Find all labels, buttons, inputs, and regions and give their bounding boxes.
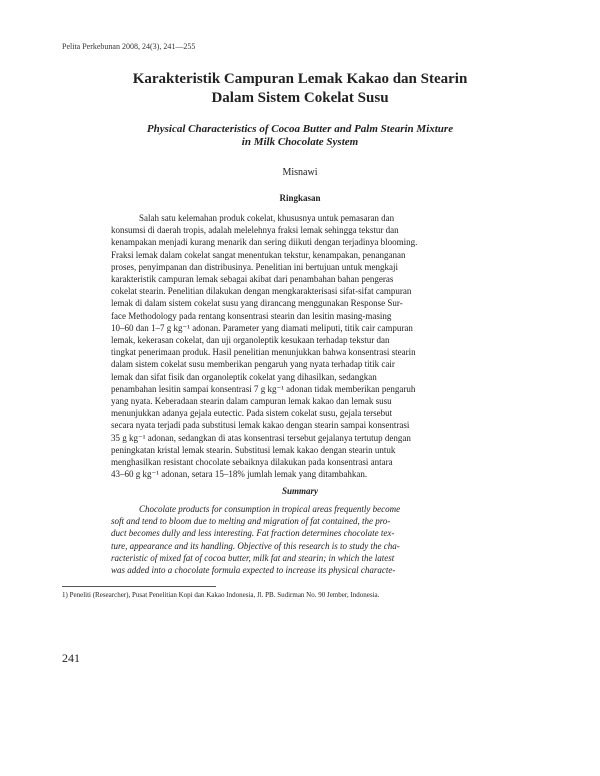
ringkasan-line: menunjukkan adanya gejala eutectic. Pada sistem cokelat susu, gejala tersebut [111, 408, 393, 419]
ringkasan-line: cokelat stearin. Penelitian dilakukan dengan mengkarakterisasi sifat-sifat campuran [111, 286, 412, 297]
summary-heading: Summary [281, 486, 318, 496]
ringkasan-line: face Methodology pada rentang konsentrasi stearin dan lesitin masing-masing [111, 310, 392, 321]
ringkasan-line: peningkatan kristal lemak stearin. Substitusi lemak kakao dengan stearin untuk [111, 444, 396, 455]
ringkasan-heading: Ringkasan [279, 193, 321, 203]
ringkasan-line: yang nyata. Keberadaan stearin dalam campuran lemak kakao dan lemak susu [111, 396, 392, 407]
ringkasan-line: konsumsi di daerah tropis, adalah melelehnya fraksi lemak sehingga tekstur dan [111, 225, 399, 236]
page-number: 241 [62, 651, 80, 665]
ringkasan-line: secara nyata terjadi pada substitusi lemak kakao dengan stearin sampai konsentrasi [111, 420, 410, 431]
ringkasan-line: proses, penyimpanan dan distribusinya. Penelitian ini bertujuan untuk mengkaji [111, 261, 398, 272]
ringkasan-line: 10–60 dan 1–7 g kg⁻¹ adonan. Parameter yang diamati meliputi, titik cair campuran [111, 322, 413, 333]
ringkasan-line: menghasilkan resistant chocolate sebaiknya dilakukan pada konsentrasi antara [111, 457, 393, 468]
ringkasan-line: penambahan lesitin sampai konsentrasi 7 g kg⁻¹ adonan tidak memberikan pengaruh [111, 383, 416, 394]
ringkasan-line: Salah satu kelemahan produk cokelat, khususnya untuk pemasaran dan [139, 213, 395, 223]
subtitle-line: Physical Characteristics of Cocoa Butter and Palm Stearin Mixture [146, 123, 454, 135]
summary-line: soft and tend to bloom due to melting and migration of fat contained, the pro- [111, 516, 391, 527]
summary-line: Chocolate products for consumption in tropical areas frequently become [139, 504, 401, 514]
footnote-divider [62, 586, 216, 587]
ringkasan-line: lemak di dalam sistem cokelat susu yang dirancang menggunakan Response Sur- [111, 298, 403, 309]
ringkasan-line: karakteristik campuran lemak sebagai akibat dari penambahan bahan pengeras [111, 274, 394, 285]
summary-line: ture, appearance and its handling. Objective of this research is to study the cha- [111, 540, 400, 551]
summary-line: racteristic of mixed fat of cocoa butter, milk fat and stearin; in which the latest [111, 552, 395, 563]
subtitle-line: in Milk Chocolate System [241, 136, 359, 148]
journal-citation: Pelita Perkebunan 2008, 24(3), 241—255 [62, 42, 196, 51]
title-line: Karakteristik Campuran Lemak Kakao dan Stearin [132, 71, 468, 87]
ringkasan-line: lemak dan sifat fisik dan organoleptik cokelat yang dihasilkan, sedangkan [111, 371, 377, 382]
title-line: Dalam Sistem Cokelat Susu [211, 90, 389, 106]
summary-body [111, 503, 443, 576]
summary-line: duct becomes dully and less interesting. Fat fraction determines chocolate tex- [111, 528, 395, 539]
author-name: Misnawi [282, 167, 318, 178]
ringkasan-line: tingkat penerimaan produk. Hasil penelitian menunjukkan bahwa konsentrasi stearin [111, 347, 416, 358]
ringkasan-line: dalam sistem cokelat susu memberikan pengaruh yang nyata terhadap titik cair [111, 359, 395, 370]
ringkasan-body [111, 212, 443, 480]
english-subtitle [80, 123, 520, 149]
ringkasan-line: 35 g kg⁻¹ adonan, sedangkan di atas konsentrasi tersebut gejalanya tertutup dengan [111, 432, 411, 443]
ringkasan-line: Fraksi lemak dalam cokelat sangat menentukan tekstur, kenampakan, penanganan [111, 249, 406, 260]
footnote: 1) Peneliti (Researcher), Pusat Penelitian Kopi dan Kakao Indonesia, Jl. PB. Sudirman No. 90 Jember, Indonesia. [62, 591, 380, 599]
ringkasan-line: 43–60 g kg⁻¹ adonan, setara 15–18% jumlah lemak yang ditambahkan. [111, 469, 368, 480]
ringkasan-line: lemak, kekerasan cokelat, dan uji organoleptik kesukaan terhadap tekstur dan [111, 335, 390, 346]
article-title [60, 70, 540, 108]
summary-line: was added into a chocolate formula expected to increase its physical characte- [111, 565, 396, 576]
ringkasan-line: kenampakan menjadi kurang menarik dan sering diikuti dengan terjadinya blooming. [111, 237, 418, 248]
